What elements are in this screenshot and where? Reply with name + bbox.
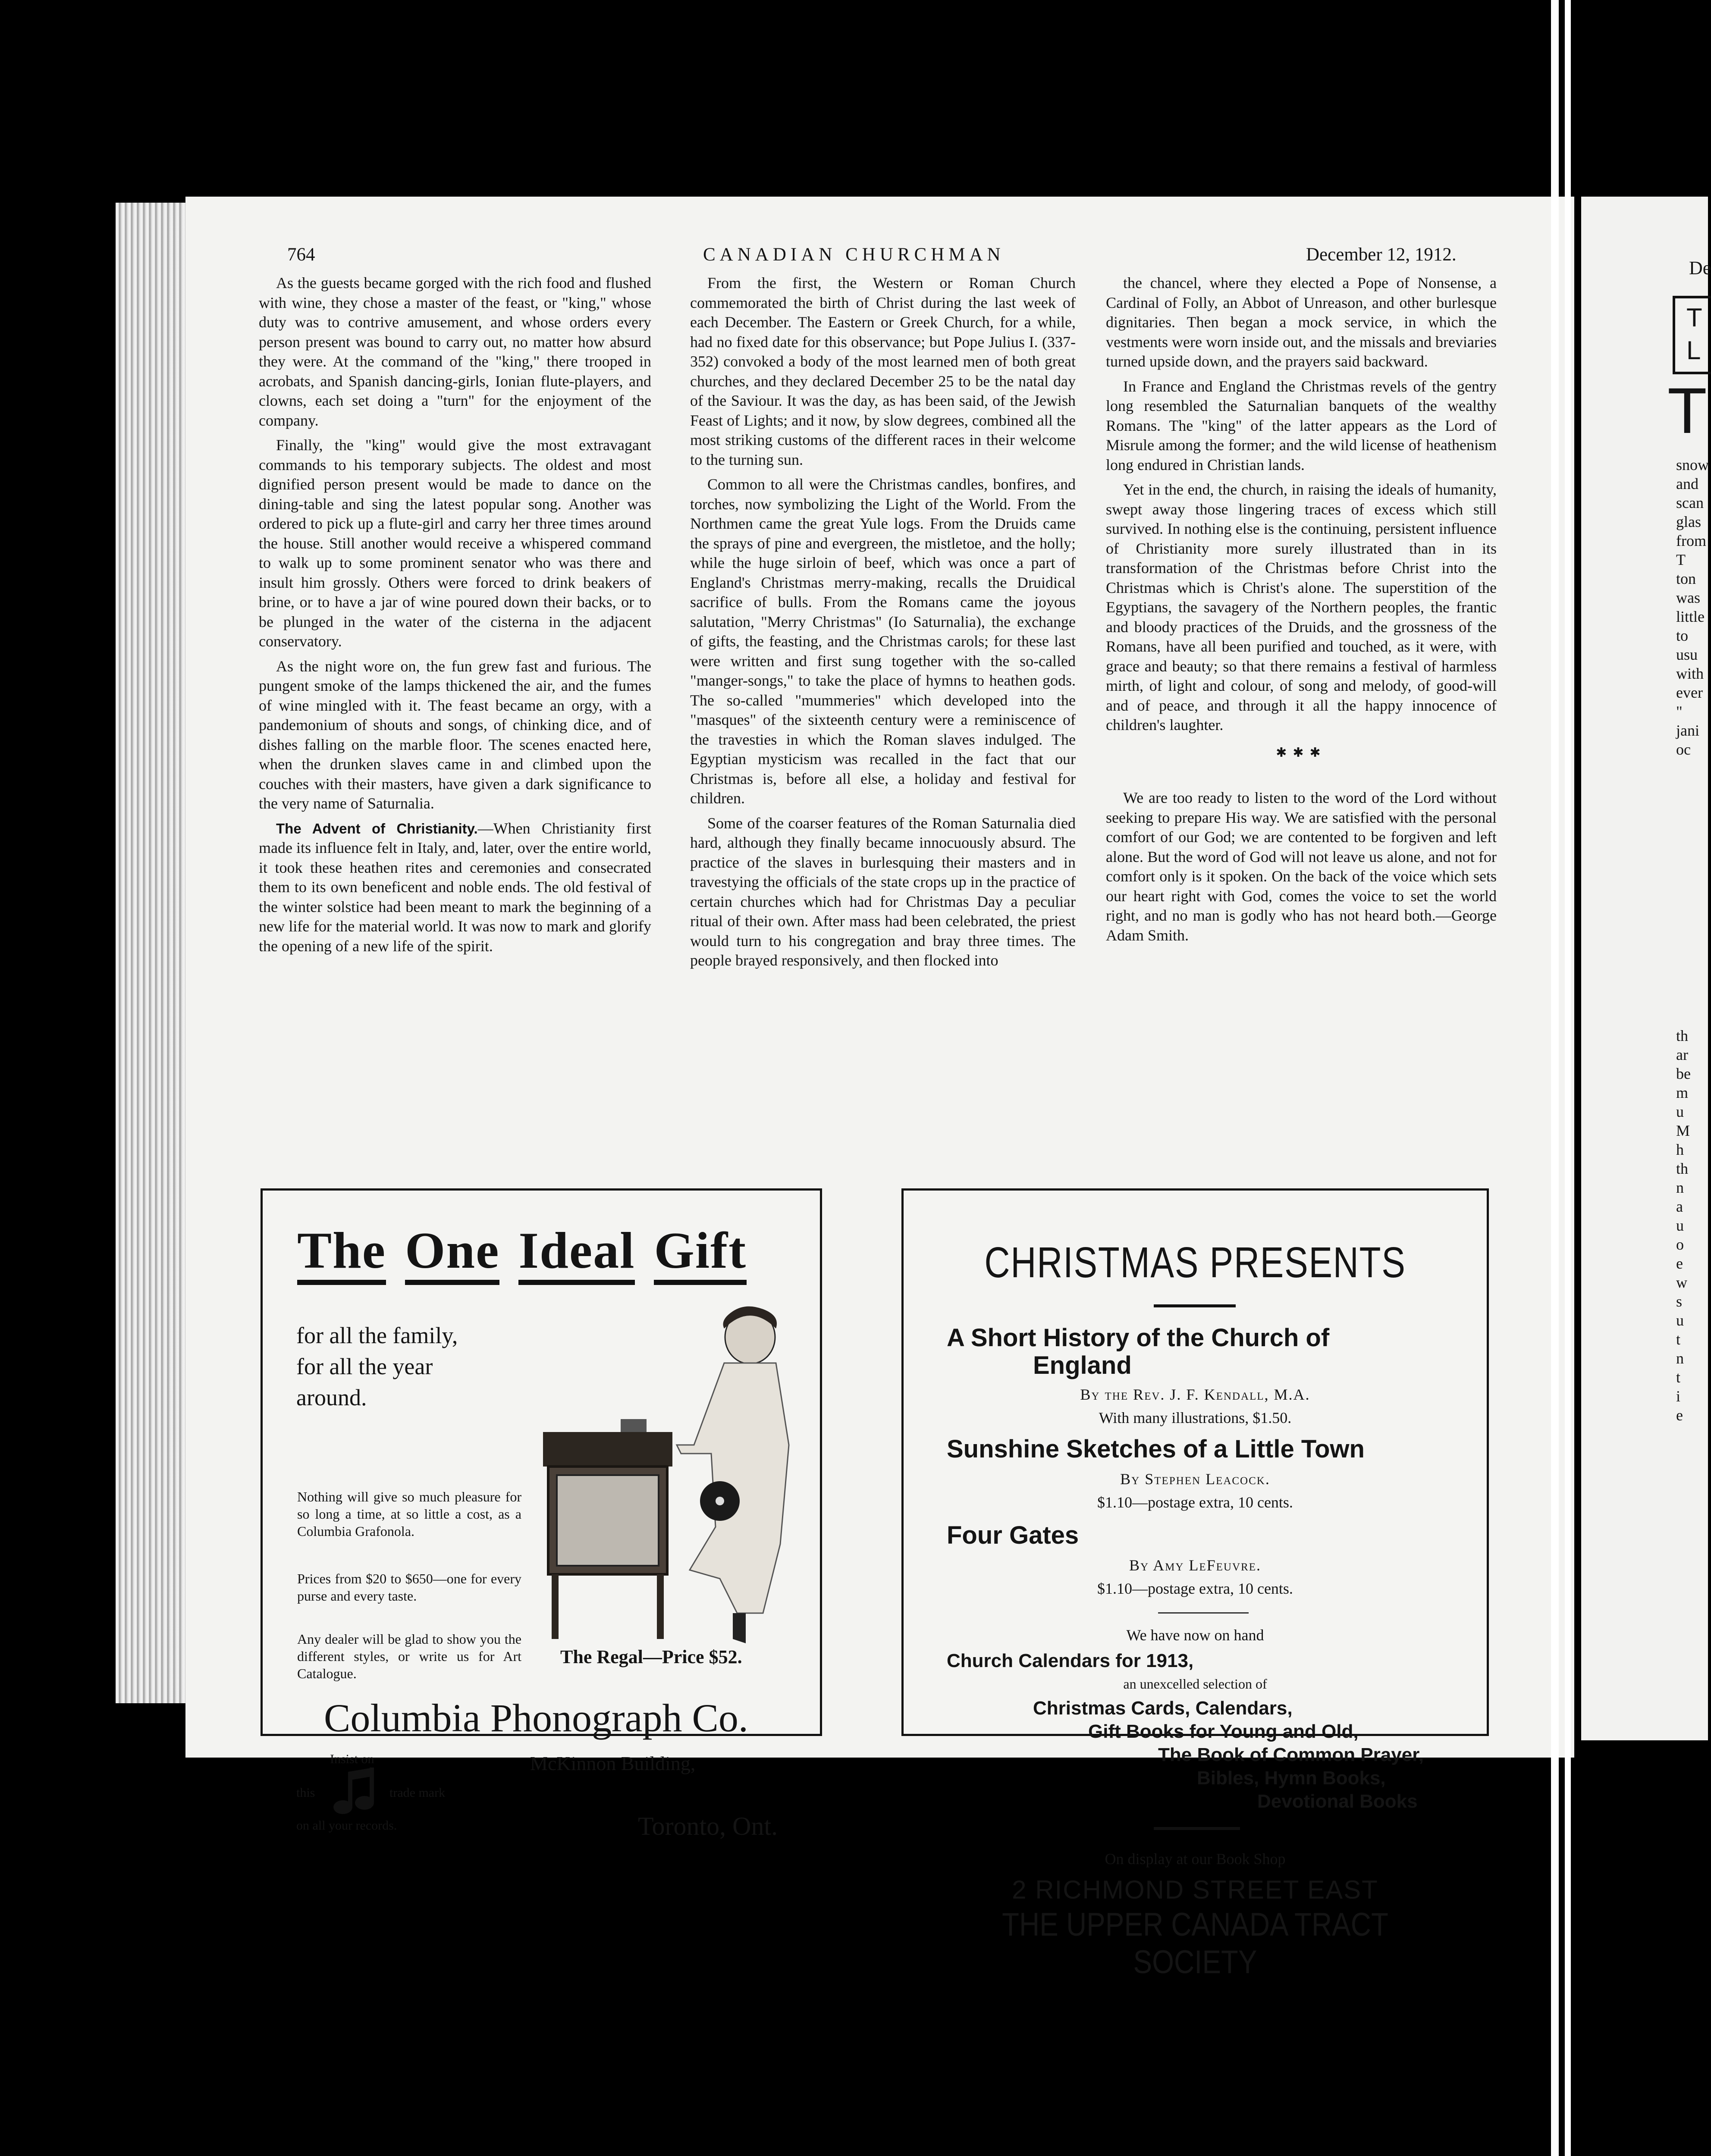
article-column-1 [259,273,651,961]
word-fragment: with [1676,665,1704,682]
word-fragment: and [1676,475,1698,492]
dropcap: T [1667,374,1707,447]
society-name: THE UPPER CANADA TRACT SOCIETY [1002,1906,1388,1981]
woman-shoe [733,1613,746,1643]
product-item: Bibles, Hymn Books, [1197,1767,1386,1789]
book-price: With many illustrations, $1.50. [1099,1409,1292,1426]
record-label [716,1497,724,1505]
ad-tagline: for all the family, for all the year around. [296,1322,458,1410]
product-item: Christmas Cards, Calendars, [1033,1698,1293,1719]
columbia-advertisement [261,1188,822,1840]
record-player-arm [621,1419,647,1432]
book-title: Four Gates [947,1521,1079,1549]
word-fragment: was [1676,589,1700,606]
book-title: Sunshine Sketches of a Little Town [947,1435,1365,1463]
word-fragment: u [1676,1217,1684,1234]
book-author: By the Rev. J. F. Kendall, M.A. [1080,1386,1310,1403]
calendars-text: Church Calendars for 1913, [947,1650,1194,1671]
subheading: The Advent of Christianity. [276,820,478,837]
product-caption: The Regal—Price $52. [560,1646,742,1667]
word-fragment: u [1676,1103,1684,1120]
paragraph: As the night wore on, the fun grew fast and furious. The pungent smoke of the lamps thickened the air, and the fumes of wine mingled with it. The feast became an orgy, with a pandemonium of shouts and songs, of chinking dice, and of dishes falling on the marble floor. The scenes enacted here, when the drunken slaves came in and climbed upon the couches with their masters, have given a dark significance to the very name of Saturnalia. [259,657,651,812]
word-fragment: n [1676,1350,1684,1367]
word-fragment: h [1676,1141,1684,1158]
paragraph: Some of the coarser features of the Roman Saturnalia died hard, although they finally became innocuously absurd. The practice of the slaves in burlesquing their masters and in travestying the officials of the state crops up in the practice of certain churches which had for Christmas Day a peculiar ritual of their own. After mass had been celebrated, the priest would turn to his congregation and bray three times. The people brayed responsively, and then flocked into [690,814,1076,969]
word-fragment: snow [1676,456,1709,473]
paragraph: From the first, the Western or Roman Church commemorated the birth of Christ during the last week of each December. The Eastern or Greek Church, for a while, had no fixed date for this observance; but Pope Julius I. (337-352) convoked a body of the most learned men of both great churches, and they declared December 25 to be the natal day of the Saviour. It was the day, as has been said, of the Jewish Feast of Lights; and it now, by slow degrees, combined all the most striking customs of the different races in their welcome to the turning sun. [690,274,1076,468]
word-fragment: m [1676,1084,1689,1101]
paragraph: Common to all were the Christmas candles, bonfires, and torches, now symbolizing the Light of the World. From the Northmen came the great Yule logs. From the Druids came the sprays of pine and evergreen, the mistletoe, and the holly; while the huge sirloin of beef, which was once a part of England's Christmas merry-making, recalls the Druidical sacrifice of bulls. From the Romans came the joyous salutation, "Merry Christmas" (Io Saturnalia), the exchange of gifts, the feasting, and the Christmas carols; for these last were written and first sung together with the so-called "manger-songs," to take the place of hymns to heathen gods. The so-called "mummeries" which developed into the "masques" of the sixteenth century were a reminiscence of the travesties in which the Roman slaves indulged. The Egyptian mysticism was recalled in the fact that our Christmas is, before all else, a holiday and festival for children. [690,476,1076,807]
word-fragment: th [1676,1027,1689,1044]
word-fragment: oc [1676,741,1691,758]
binding-strip [1551,0,1559,2156]
word-fragment: i [1676,1388,1681,1405]
quotation: We are too ready to listen to the word of the Lord without seeking to prepare His way. We are satisfied with the personal comfort of our God; we are contented to be forgiven and left alone. But the word of God will not leave us alone, and not for comfort only is it spoken. On the back of the voice which sets our heart right with God, comes the voice to set the world right, and no man is godly who has not heard both.—George Adam Smith. [1106,789,1497,944]
ad-dealer-text: Any dealer will be glad to show you the different styles, or write us for Art Catalogue. [297,1631,521,1681]
word-fragment: ar [1676,1046,1688,1063]
word-fragment: t [1676,1331,1681,1348]
divider-rule [1154,1827,1240,1830]
article-column-2 [690,273,1076,976]
paragraph: In France and England the Christmas revels of the gentry long resembled the Saturnalian banquets of the wealthy Romans. The "king" of the latter appears as the Lord of Misrule among the former; and the wild license of heathenism long endured in Christian lands. [1106,377,1497,473]
word-fragment: to [1676,627,1689,644]
word-fragment: ever [1676,684,1703,701]
word-fragment: usu [1676,646,1698,663]
word-fragment: from [1676,532,1706,549]
product-item: The Book of Common Prayer, [1158,1744,1424,1765]
word-fragment: M [1676,1122,1690,1139]
product-item: Gift Books for Young and Old, [1088,1721,1359,1742]
cabinet-leg [657,1574,664,1639]
grafonola-glass-door [557,1475,659,1566]
word-fragment: n [1676,1179,1684,1196]
word-fragment: be [1676,1065,1691,1082]
book-price: $1.10—postage extra, 10 cents. [1097,1494,1293,1511]
adjacent-page-fragment [1581,197,1711,1740]
paragraph: The Advent of Christianity.—When Christianity first made its influence felt in Italy, and, later, over the entire world, it took these heathen rites and ceremonies and consecrated them to its own beneficent and noble ends. The old festival of the winter solstice had been meant to mark the beginning of a new life for the material world. It was now to mark and glorify the opening of a new life of the spirit. [259,819,651,955]
ad-prices-text: Prices from $20 to $650—one for every purse and every taste. [297,1571,521,1604]
paragraph: the chancel, where they elected a Pope of Nonsense, a Cardinal of Folly, an Abbot of Unreason, and other burlesque dignitaries. Then began a mock service, in which the vestments were worn inside out, and the missals and breviaries turned upside down, and the prayers said backward. [1106,274,1497,370]
word-fragment: t [1676,1369,1681,1386]
this-text: this [296,1786,315,1800]
city-address: Toronto, Ont. [638,1812,778,1840]
word-fragment: jani [1676,722,1699,739]
word-fragment: u [1676,1312,1684,1329]
word-fragment: s [1676,1293,1683,1310]
tract-society-advertisement [901,1188,1489,1812]
word-fragment: w [1676,1274,1687,1291]
article-column-3 [1106,273,1497,950]
box-fragment: T L [1673,296,1711,374]
paragraph: Yet in the end, the church, in raising the ideals of humanity, swept away those lingering traces of excess which still survived. In nothing else is the continuing, persistent influence of Christianity more surely illustrated than in its transformation of the Christmas before Christ into the Christmas which is Christ's alone. The superstition of the Egyptians, the savagery of the Northern peoples, the frantic and bloody practices of the Druids, and the grossness of the Romans, have all been purified and touched, as it were, with grace and beauty; so that there remains a festival of harmless mirth, of light and colour, of song and melody, of good-will and of peace, and through it all the happy innocence of children's laughter. [1106,481,1497,733]
word-fragment: glas [1676,513,1701,530]
word-fragment: " [1676,703,1683,720]
page-header [185,244,1574,270]
book-title: A Short History of the Church of England [947,1324,1330,1379]
cabinet-leg [552,1574,559,1639]
grafonola-lid [543,1432,672,1467]
shop-address: 2 RICHMOND STREET EAST [1012,1875,1378,1904]
ad-title: CHRISTMAS PRESENTS [984,1238,1406,1287]
divider-rule [1158,1612,1249,1614]
woman-with-grafonola-illustration [521,1303,815,1656]
ad-headline: The One Ideal Gift [297,1221,747,1280]
binding-strip [1565,0,1571,2156]
book-price: $1.10—postage extra, 10 cents. [1097,1580,1293,1597]
on-hand-text: We have now on hand [1126,1626,1264,1644]
company-name: Columbia Phonograph Co. [324,1696,748,1740]
divider-rule [1154,1304,1236,1307]
word-fragment: scan [1676,494,1704,511]
product-item: Devotional Books [1257,1791,1418,1812]
insist-text: Insist on [330,1752,374,1766]
paragraph: Finally, the "king" would give the most extravagant commands to his temporary subjects. The oldest and most dignified person present would be made to dance on the dining-table and sing the latest popular song. Another was ordered to pick up a flute-girl and carry her three times around the house. Still another would receive a whispered command to walk up to some prominent senator who was there and insult him grossly. Others were forced to drink beakers of brine, or to have a jar of wine poured down their backs, or to be plunged in the water of the cisterna in the adjacent conservatory. [259,436,651,650]
tract-ad-footer [901,1850,1489,1981]
trade-mark-text: trade mark [389,1786,446,1800]
building-address: McKinnon Building, [530,1752,696,1774]
text-fragments [1676,455,1709,1425]
music-note-trademark-icon [327,1767,383,1819]
word-fragment: T [1676,551,1686,568]
word-fragment: o [1676,1236,1684,1253]
paragraph: As the guests became gorged with the rich food and flushed with wine, they chose a master of the feast, or "king," whose duty was to contrive amusement, and whose orders every person present was bound to carry out, no matter how absurd they were. At the command of the "king," there trooped in acrobats, and Spanish dancing-girls, Ionian flute-players, and clowns, each set doing a "turn" for the enjoyment of the company. [259,274,651,429]
page-number: 764 [287,244,315,265]
display-text: On display at our Book Shop [1105,1850,1286,1868]
word-fragment: e [1676,1255,1683,1272]
word-fragment: a [1676,1198,1683,1215]
word-fragment: e [1676,1407,1683,1424]
records-text: on all your records. [296,1818,397,1833]
selection-text: an unexcelled selection of [1123,1676,1267,1692]
ad-body-text: Nothing will give so much pleasure for so long a time, at so little a cost, as a Columbia Grafonola. [297,1489,521,1539]
newspaper-page [185,197,1574,1840]
header-fragment: De [1689,257,1711,279]
word-fragment: th [1676,1160,1689,1177]
book-author: By Amy LeFeuvre. [1129,1557,1261,1574]
issue-date: December 12, 1912. [1306,244,1457,265]
word-fragment: little [1676,608,1705,625]
section-divider-stars: ✱✱✱ [1276,745,1327,760]
publication-title: CANADIAN CHURCHMAN [703,244,1005,265]
book-author: By Stephen Leacock. [1120,1470,1270,1488]
word-fragment: ton [1676,570,1696,587]
